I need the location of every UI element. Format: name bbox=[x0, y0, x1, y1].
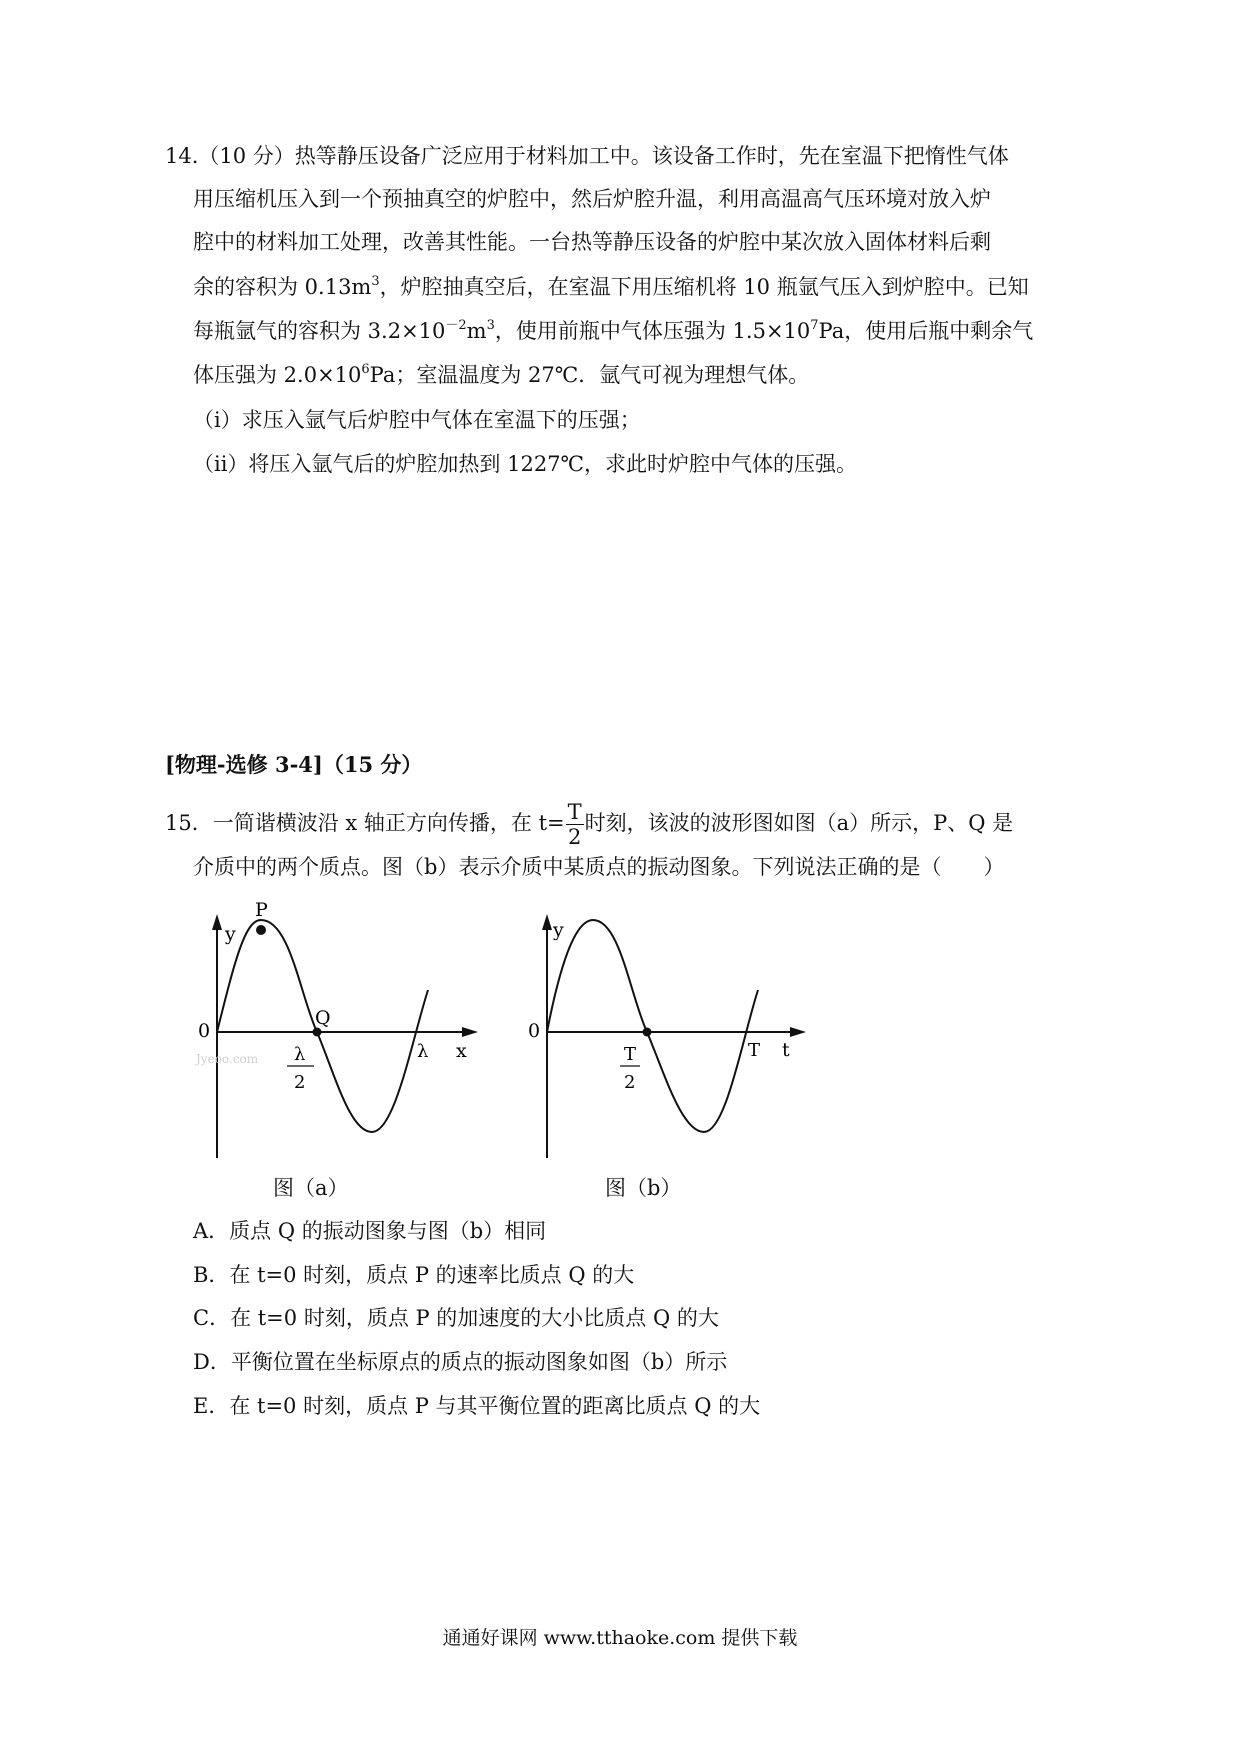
q15-line-1-text-b: 时刻，该波的波形图如图（a）所示，P、Q 是 bbox=[584, 811, 1014, 835]
figure-b-half-tick-denominator: 2 bbox=[624, 1072, 636, 1093]
figure-b-end-tick: T bbox=[748, 1040, 761, 1061]
figure-a-end-tick: λ bbox=[417, 1041, 429, 1062]
section-header: [物理-选修 3-4]（15 分） bbox=[165, 752, 423, 777]
q15-fraction-denominator: 2 bbox=[567, 825, 582, 849]
footer-download-note: 通通好课网 www.tthaoke.com 提供下载 bbox=[442, 1627, 798, 1649]
q14-line-4 bbox=[193, 272, 1029, 302]
option-d: D．平衡位置在坐标原点的质点的振动图象如图（b）所示 bbox=[193, 1350, 728, 1374]
figure-a-y-arrow bbox=[212, 914, 222, 930]
q14-line-5-text-b: m bbox=[466, 319, 487, 343]
figure-a-half-tick-denominator: 2 bbox=[294, 1072, 306, 1093]
q14-line-2: 用压缩机压入到一个预抽真空的炉腔中，然后炉腔升温，利用高温高气压环境对放入炉 bbox=[193, 187, 991, 211]
option-a: A．质点 Q 的振动图象与图（b）相同 bbox=[193, 1219, 547, 1243]
q15-line-1-text-a: 15．一简谐横波沿 x 轴正方向传播，在 t= bbox=[165, 811, 565, 835]
option-c: C．在 t=0 时刻，质点 P 的加速度的大小比质点 Q 的大 bbox=[193, 1306, 719, 1330]
figure-a-caption: 图（a） bbox=[273, 1176, 349, 1200]
figure-a-x-label: x bbox=[456, 1040, 467, 1062]
q14-line-4-sup: 3 bbox=[371, 274, 380, 289]
q14-line-6-sup: 6 bbox=[361, 362, 370, 377]
figure-b-half-period-dot bbox=[643, 1028, 652, 1037]
q14-line-5-text-d: Pa，使用后瓶中剩余气 bbox=[818, 319, 1034, 343]
q14-line-5-text-a: 每瓶氩气的容积为 3.2×10 bbox=[193, 319, 446, 343]
q14-line-5-sup-3: 7 bbox=[810, 318, 819, 333]
figure-a-point-p-dot bbox=[256, 925, 266, 935]
q14-line-6-text-a: 体压强为 2.0×10 bbox=[193, 363, 362, 387]
figure-b bbox=[520, 900, 840, 1170]
figure-a-point-p-label: P bbox=[255, 900, 268, 921]
q14-line-1: 14.（10 分）热等静压设备广泛应用于材料加工中。该设备工作时，先在室温下把惰性气体 bbox=[165, 144, 1009, 168]
q15-fraction bbox=[566, 800, 584, 849]
figure-b-vibration-curve bbox=[547, 920, 761, 1132]
figure-a-origin: 0 bbox=[198, 1020, 211, 1042]
q14-part-ii: （ii）将压入氩气后的炉腔加热到 1227℃，求此时炉腔中气体的压强。 bbox=[193, 452, 858, 476]
q14-line-4-text-a: 余的容积为 0.13m bbox=[193, 275, 372, 299]
q15-line-2: 介质中的两个质点。图（b）表示介质中某质点的振动图象。下列说法正确的是（ ） bbox=[193, 855, 1005, 879]
figure-a-half-tick-numerator: λ bbox=[294, 1044, 306, 1065]
figure-b-x-label: t bbox=[782, 1039, 790, 1061]
figure-a-watermark: Jyeoo.com bbox=[196, 1052, 259, 1066]
figure-b-half-tick-numerator: T bbox=[624, 1044, 637, 1065]
q14-line-6 bbox=[193, 360, 809, 390]
q14-line-5 bbox=[193, 316, 1033, 346]
figure-b-x-arrow bbox=[790, 1027, 806, 1037]
q14-line-3: 腔中的材料加工处理，改善其性能。一台热等静压设备的炉腔中某次放入固体材料后剩 bbox=[193, 230, 991, 254]
q14-line-6-text-b: Pa；室温温度为 27℃．氩气可视为理想气体。 bbox=[369, 363, 810, 387]
q15-line-1 bbox=[165, 800, 1013, 849]
figure-b-y-label: y bbox=[553, 919, 564, 941]
option-b: B．在 t=0 时刻，质点 P 的速率比质点 Q 的大 bbox=[193, 1263, 635, 1287]
q14-line-5-sup-2: 3 bbox=[486, 318, 495, 333]
figure-b-caption: 图（b） bbox=[605, 1176, 682, 1200]
figure-a-point-q-label: Q bbox=[315, 1007, 331, 1029]
figure-a-x-arrow bbox=[462, 1027, 478, 1037]
figure-a bbox=[190, 900, 510, 1170]
q14-line-5-text-c: ，使用前瓶中气体压强为 1.5×10 bbox=[494, 319, 811, 343]
option-e: E．在 t=0 时刻，质点 P 与其平衡位置的距离比质点 Q 的大 bbox=[193, 1394, 761, 1418]
q14-line-4-text-b: ，炉腔抽真空后，在室温下用压缩机将 10 瓶氩气压入到炉腔中。已知 bbox=[379, 275, 1029, 299]
figure-a-y-label: y bbox=[225, 923, 236, 945]
figure-b-origin: 0 bbox=[528, 1020, 541, 1042]
q14-line-5-sup-1: －2 bbox=[445, 318, 467, 333]
figure-b-y-arrow bbox=[542, 914, 552, 930]
q14-part-i: （i）求压入氩气后炉腔中气体在室温下的压强； bbox=[193, 408, 641, 432]
q15-fraction-numerator: T bbox=[567, 800, 582, 824]
